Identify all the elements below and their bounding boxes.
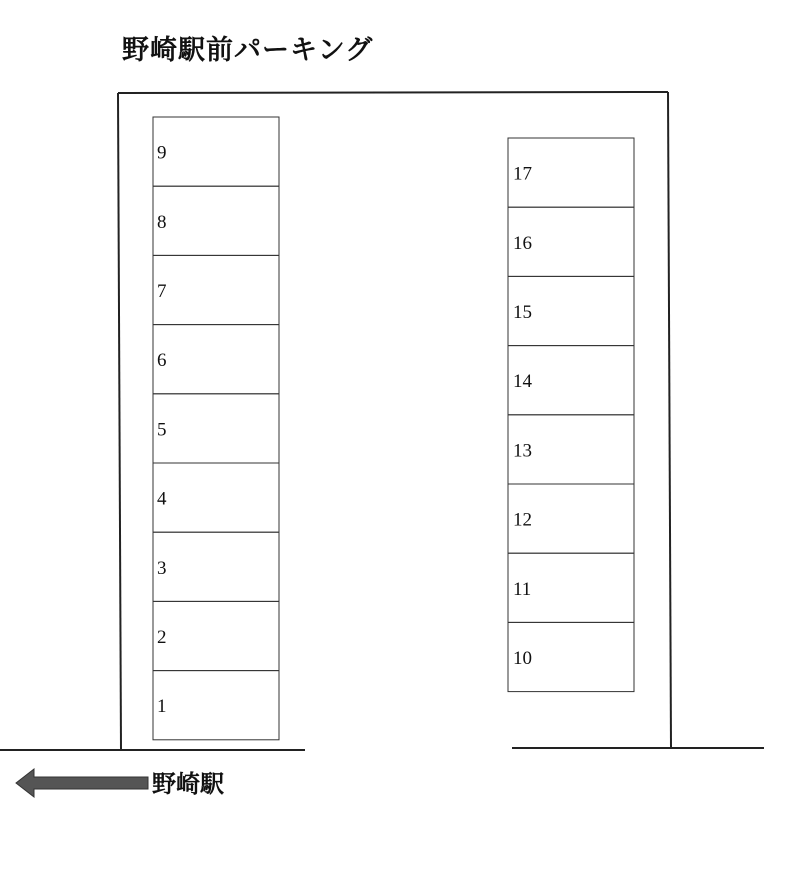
parking-space-number: 15 — [513, 302, 532, 323]
direction-indicator — [14, 766, 150, 800]
parking-space-12 — [508, 484, 634, 553]
parking-space-13 — [508, 415, 634, 484]
parking-space-outline — [153, 255, 279, 324]
parking-space-5 — [153, 394, 279, 463]
parking-space-outline — [153, 325, 279, 394]
parking-space-4 — [153, 463, 279, 532]
parking-space-outline — [153, 463, 279, 532]
parking-space-number: 12 — [513, 509, 532, 531]
parking-space-outline — [153, 671, 279, 740]
parking-space-number: 2 — [157, 627, 167, 648]
parking-space-number: 16 — [513, 232, 532, 254]
boundary-left-wall — [118, 93, 121, 750]
parking-space-outline — [153, 532, 279, 601]
parking-space-6 — [153, 325, 279, 394]
parking-space-11 — [508, 553, 634, 622]
parking-space-7 — [153, 255, 279, 324]
lot-boundary — [0, 92, 764, 750]
left-arrow-icon — [14, 766, 150, 800]
parking-space-15 — [508, 276, 634, 345]
parking-space-number: 1 — [157, 696, 167, 718]
parking-space-8 — [153, 186, 279, 255]
parking-space-number: 4 — [157, 488, 167, 510]
parking-space-number: 3 — [157, 557, 167, 579]
parking-space-number: 17 — [513, 163, 532, 185]
parking-space-outline — [153, 186, 279, 255]
parking-space-2 — [153, 601, 279, 670]
parking-space-16 — [508, 207, 634, 276]
parking-space-number: 9 — [157, 142, 167, 164]
page-title: 野崎駅前パーキング — [122, 35, 374, 66]
parking-space-outline — [153, 601, 279, 670]
parking-space-number: 10 — [513, 648, 532, 669]
station-direction-label: 野崎駅 — [152, 769, 224, 798]
parking-space-17 — [508, 138, 634, 207]
parking-space-number: 8 — [157, 211, 167, 233]
parking-space-9 — [153, 117, 279, 186]
boundary-right-wall — [668, 92, 671, 748]
boundary-top-wall — [118, 92, 668, 93]
parking-space-number: 14 — [513, 371, 532, 393]
right-parking-column — [508, 138, 634, 692]
parking-space-number: 5 — [157, 419, 167, 441]
left-parking-column — [153, 117, 279, 740]
parking-space-number: 7 — [157, 281, 167, 302]
parking-space-14 — [508, 346, 634, 415]
parking-space-1 — [153, 671, 279, 740]
parking-space-number: 13 — [513, 440, 532, 462]
parking-space-number: 6 — [157, 350, 167, 372]
parking-space-outline — [153, 394, 279, 463]
parking-space-outline — [153, 117, 279, 186]
parking-space-10 — [508, 622, 634, 691]
parking-space-number: 11 — [513, 578, 532, 600]
parking-space-3 — [153, 532, 279, 601]
